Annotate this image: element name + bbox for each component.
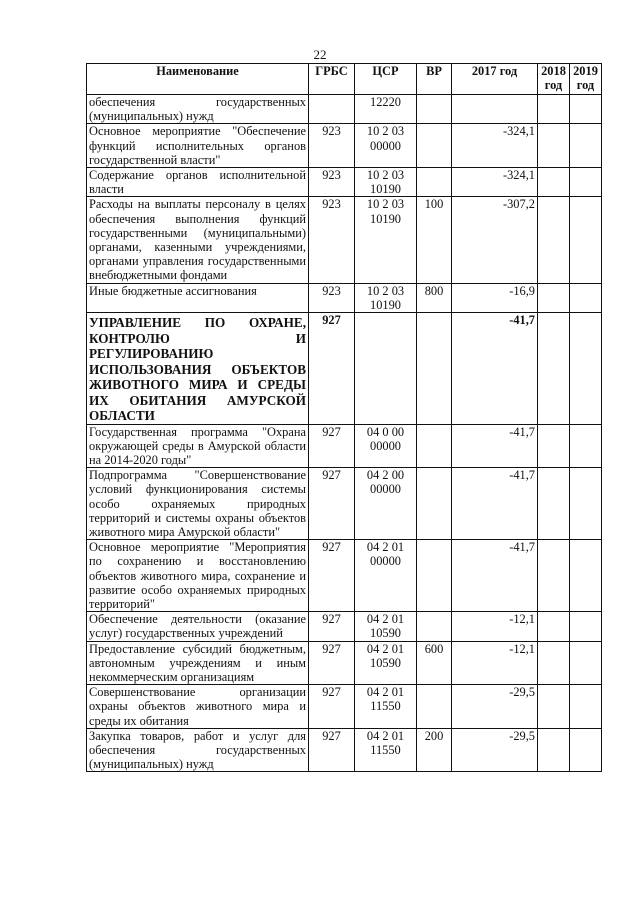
row-grbs: 927 — [309, 612, 355, 641]
row-grbs: 927 — [309, 468, 355, 540]
row-grbs: 927 — [309, 313, 355, 425]
row-grbs: 923 — [309, 124, 355, 168]
row-2018 — [538, 612, 570, 641]
row-name: Расходы на выплаты персоналу в целях обеспечения выполнения функций государственными (муниципальными) органами, казенными учреждениями, органами управления государственными внебюджетными фондами — [87, 197, 309, 283]
row-grbs — [309, 95, 355, 124]
row-vr — [417, 612, 452, 641]
table-row — [87, 728, 602, 772]
row-2019 — [570, 124, 602, 168]
table-row — [87, 641, 602, 685]
header-2019-year: 2019 — [573, 64, 598, 78]
table-row — [87, 468, 602, 540]
header-2019 — [570, 64, 602, 95]
row-2017: -41,7 — [452, 424, 538, 468]
row-2019 — [570, 168, 602, 197]
table-body — [87, 95, 602, 772]
row-2019 — [570, 424, 602, 468]
row-2018 — [538, 468, 570, 540]
row-2019 — [570, 283, 602, 312]
row-2018 — [538, 168, 570, 197]
row-csr: 10 2 03 10190 — [355, 283, 417, 312]
table-row — [87, 124, 602, 168]
row-name: Подпрограмма "Совершенствование условий функционирования системы особо охраняемых природных территорий и системы охраны объектов животного мира Амурской области" — [87, 468, 309, 540]
header-2018 — [538, 64, 570, 95]
row-2019 — [570, 468, 602, 540]
row-name: Предоставление субсидий бюджетным, автономным учреждениям и иным некоммерческим организациям — [87, 641, 309, 685]
row-2017 — [452, 95, 538, 124]
table-row — [87, 424, 602, 468]
row-2017: -12,1 — [452, 641, 538, 685]
table-header-row — [87, 64, 602, 95]
row-2017: -29,5 — [452, 728, 538, 772]
row-grbs: 927 — [309, 641, 355, 685]
header-2017: 2017 год — [452, 64, 538, 95]
row-csr: 12220 — [355, 95, 417, 124]
row-2019 — [570, 685, 602, 729]
header-2018-unit: год — [544, 78, 563, 93]
row-vr — [417, 95, 452, 124]
header-2018-year: 2018 — [541, 64, 566, 78]
row-vr: 200 — [417, 728, 452, 772]
row-2018 — [538, 197, 570, 283]
row-2017: -307,2 — [452, 197, 538, 283]
row-2018 — [538, 95, 570, 124]
row-name: Содержание органов исполнительной власти — [87, 168, 309, 197]
header-vr: ВР — [417, 64, 452, 95]
row-2017: -324,1 — [452, 124, 538, 168]
row-vr: 100 — [417, 197, 452, 283]
row-2017: -29,5 — [452, 685, 538, 729]
table-row — [87, 313, 602, 425]
row-2018 — [538, 313, 570, 425]
row-2019 — [570, 612, 602, 641]
row-name: УПРАВЛЕНИЕ ПО ОХРАНЕ, КОНТРОЛЮ И РЕГУЛИРОВАНИЮ ИСПОЛЬЗОВАНИЯ ОБЪЕКТОВ ЖИВОТНОГО МИРА И СРЕДЫ ИХ ОБИТАНИЯ АМУРСКОЙ ОБЛАСТИ — [87, 313, 309, 425]
row-2017: -16,9 — [452, 283, 538, 312]
table-row — [87, 95, 602, 124]
row-name: Основное мероприятие "Мероприятия по сохранению и восстановлению объектов животного мира, сохранение и развитие особо охраняемых природных территорий" — [87, 540, 309, 612]
table-row — [87, 540, 602, 612]
row-vr — [417, 168, 452, 197]
header-grbs: ГРБС — [309, 64, 355, 95]
row-name: Закупка товаров, работ и услуг для обеспечения государственных (муниципальных) нужд — [87, 728, 309, 772]
row-grbs: 923 — [309, 197, 355, 283]
row-csr: 10 2 03 10190 — [355, 168, 417, 197]
row-csr — [355, 313, 417, 425]
row-name: Государственная программа "Охрана окружающей среды в Амурской области на 2014-2020 годы" — [87, 424, 309, 468]
header-name: Наименование — [87, 64, 309, 95]
row-grbs: 927 — [309, 685, 355, 729]
row-2018 — [538, 540, 570, 612]
row-csr: 04 2 01 11550 — [355, 685, 417, 729]
row-csr: 04 2 01 11550 — [355, 728, 417, 772]
header-2019-unit: год — [576, 78, 595, 93]
row-2019 — [570, 95, 602, 124]
row-name: Обеспечение деятельности (оказание услуг) государственных учреждений — [87, 612, 309, 641]
row-2017: -41,7 — [452, 468, 538, 540]
budget-table — [86, 63, 602, 772]
row-2018 — [538, 685, 570, 729]
row-vr — [417, 124, 452, 168]
table-row — [87, 168, 602, 197]
row-csr: 04 2 00 00000 — [355, 468, 417, 540]
row-grbs: 923 — [309, 283, 355, 312]
row-2019 — [570, 540, 602, 612]
table-row — [87, 283, 602, 312]
row-grbs: 927 — [309, 728, 355, 772]
row-2018 — [538, 641, 570, 685]
table-row — [87, 612, 602, 641]
row-csr: 04 0 00 00000 — [355, 424, 417, 468]
row-2018 — [538, 283, 570, 312]
row-2017: -41,7 — [452, 313, 538, 425]
row-2017: -12,1 — [452, 612, 538, 641]
row-vr — [417, 424, 452, 468]
table-row — [87, 197, 602, 283]
page-number: 22 — [313, 47, 327, 62]
row-vr — [417, 685, 452, 729]
row-2019 — [570, 641, 602, 685]
row-name: Иные бюджетные ассигнования — [87, 283, 309, 312]
header-csr: ЦСР — [355, 64, 417, 95]
row-grbs: 927 — [309, 424, 355, 468]
row-2019 — [570, 728, 602, 772]
row-name: Основное мероприятие "Обеспечение функций исполнительных органов государственной власти" — [87, 124, 309, 168]
row-2019 — [570, 197, 602, 283]
row-vr: 600 — [417, 641, 452, 685]
row-name: Совершенствование организации охраны объектов животного мира и среды их обитания — [87, 685, 309, 729]
row-vr — [417, 468, 452, 540]
row-csr: 04 2 01 00000 — [355, 540, 417, 612]
row-2018 — [538, 124, 570, 168]
row-vr — [417, 540, 452, 612]
row-2019 — [570, 313, 602, 425]
row-2018 — [538, 728, 570, 772]
row-name: обеспечения государственных (муниципальных) нужд — [87, 95, 309, 124]
row-grbs: 927 — [309, 540, 355, 612]
row-csr: 04 2 01 10590 — [355, 612, 417, 641]
row-2017: -324,1 — [452, 168, 538, 197]
row-2017: -41,7 — [452, 540, 538, 612]
row-csr: 04 2 01 10590 — [355, 641, 417, 685]
row-csr: 10 2 03 00000 — [355, 124, 417, 168]
row-vr: 800 — [417, 283, 452, 312]
row-csr: 10 2 03 10190 — [355, 197, 417, 283]
row-vr — [417, 313, 452, 425]
row-2018 — [538, 424, 570, 468]
row-grbs: 923 — [309, 168, 355, 197]
table-row — [87, 685, 602, 729]
